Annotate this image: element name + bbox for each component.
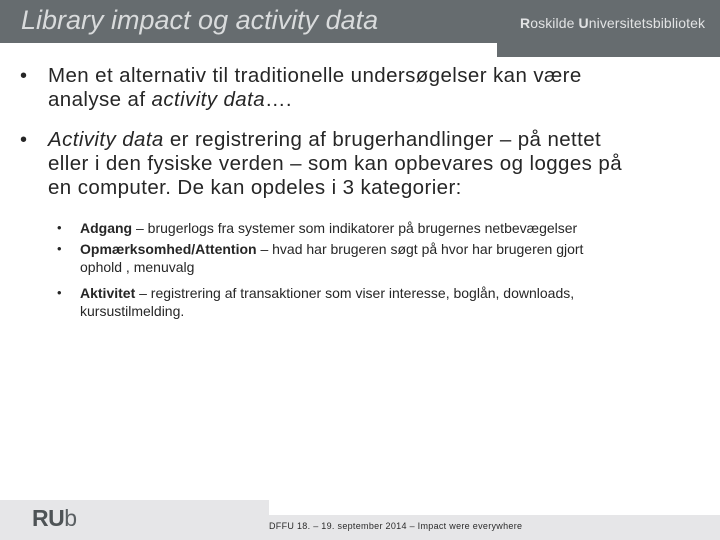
- sub-bullet-text: [80, 240, 700, 276]
- sub-bullet-line: [80, 284, 700, 302]
- sub-bullet-text: [80, 284, 700, 320]
- logo-ru: RU: [32, 505, 65, 531]
- slide-title: Library impact og activity data: [21, 5, 379, 35]
- header-tab-extension: [497, 43, 720, 57]
- text-span: ….: [265, 88, 292, 111]
- brand-letter-r: R: [520, 15, 531, 31]
- bullet-line: [48, 88, 708, 112]
- italic-term: Activity data: [48, 128, 164, 151]
- category-term: Aktivitet: [80, 285, 136, 301]
- brand-letter-u: U: [578, 15, 589, 31]
- sub-bullet-dot: •: [57, 220, 62, 235]
- text-span: analyse af: [48, 88, 152, 111]
- sub-bullet-dot: •: [57, 241, 62, 256]
- sub-bullet-line: [80, 219, 700, 237]
- bullet-text: [48, 64, 708, 112]
- text-span: – registrering af transaktioner som viser interesse, boglån, downloads,: [135, 285, 575, 301]
- bullet-line: [48, 64, 708, 88]
- logo-b: b: [64, 505, 77, 531]
- category-term: Opmærksomhed/Attention: [80, 241, 257, 257]
- bullet-line: [48, 176, 708, 200]
- sub-bullet-line: [80, 302, 700, 320]
- text-span: ophold , menuvalg: [80, 259, 195, 275]
- brand-part-2: niversitetsbibliotek: [588, 15, 706, 31]
- italic-term: activity data: [151, 88, 265, 111]
- text-span: eller i den fysiske verden – som kan opbevares og logges på: [48, 152, 623, 175]
- text-span: kursustilmelding.: [80, 303, 185, 319]
- bullet-line: [48, 128, 708, 152]
- brand-name: [520, 15, 705, 31]
- bullet-line: [48, 152, 708, 176]
- sub-bullet-line: [80, 258, 700, 276]
- text-span: – brugerlogs fra systemer som indikatorer på brugernes netbevægelser: [132, 220, 578, 236]
- rub-logo: [32, 505, 77, 532]
- sub-bullet-dot: •: [57, 285, 62, 300]
- footer-text: DFFU 18. – 19. september 2014 – Impact were everywhere: [269, 521, 523, 531]
- text-span: – hvad har brugeren søgt på hvor har brugeren gjort: [256, 241, 584, 257]
- bullet-dot: •: [20, 65, 28, 87]
- text-span: Men et alternativ til traditionelle undersøgelser kan være: [48, 64, 582, 87]
- category-term: Adgang: [80, 220, 133, 236]
- brand-part-1: oskilde: [530, 15, 579, 31]
- text-span: er registrering af brugerhandlinger – på nettet: [163, 128, 602, 151]
- bullet-text: [48, 128, 708, 200]
- text-span: en computer. De kan opdeles i 3 kategorier:: [48, 176, 462, 199]
- sub-bullet-line: [80, 240, 700, 258]
- bullet-dot: •: [20, 129, 28, 151]
- sub-bullet-text: [80, 219, 700, 237]
